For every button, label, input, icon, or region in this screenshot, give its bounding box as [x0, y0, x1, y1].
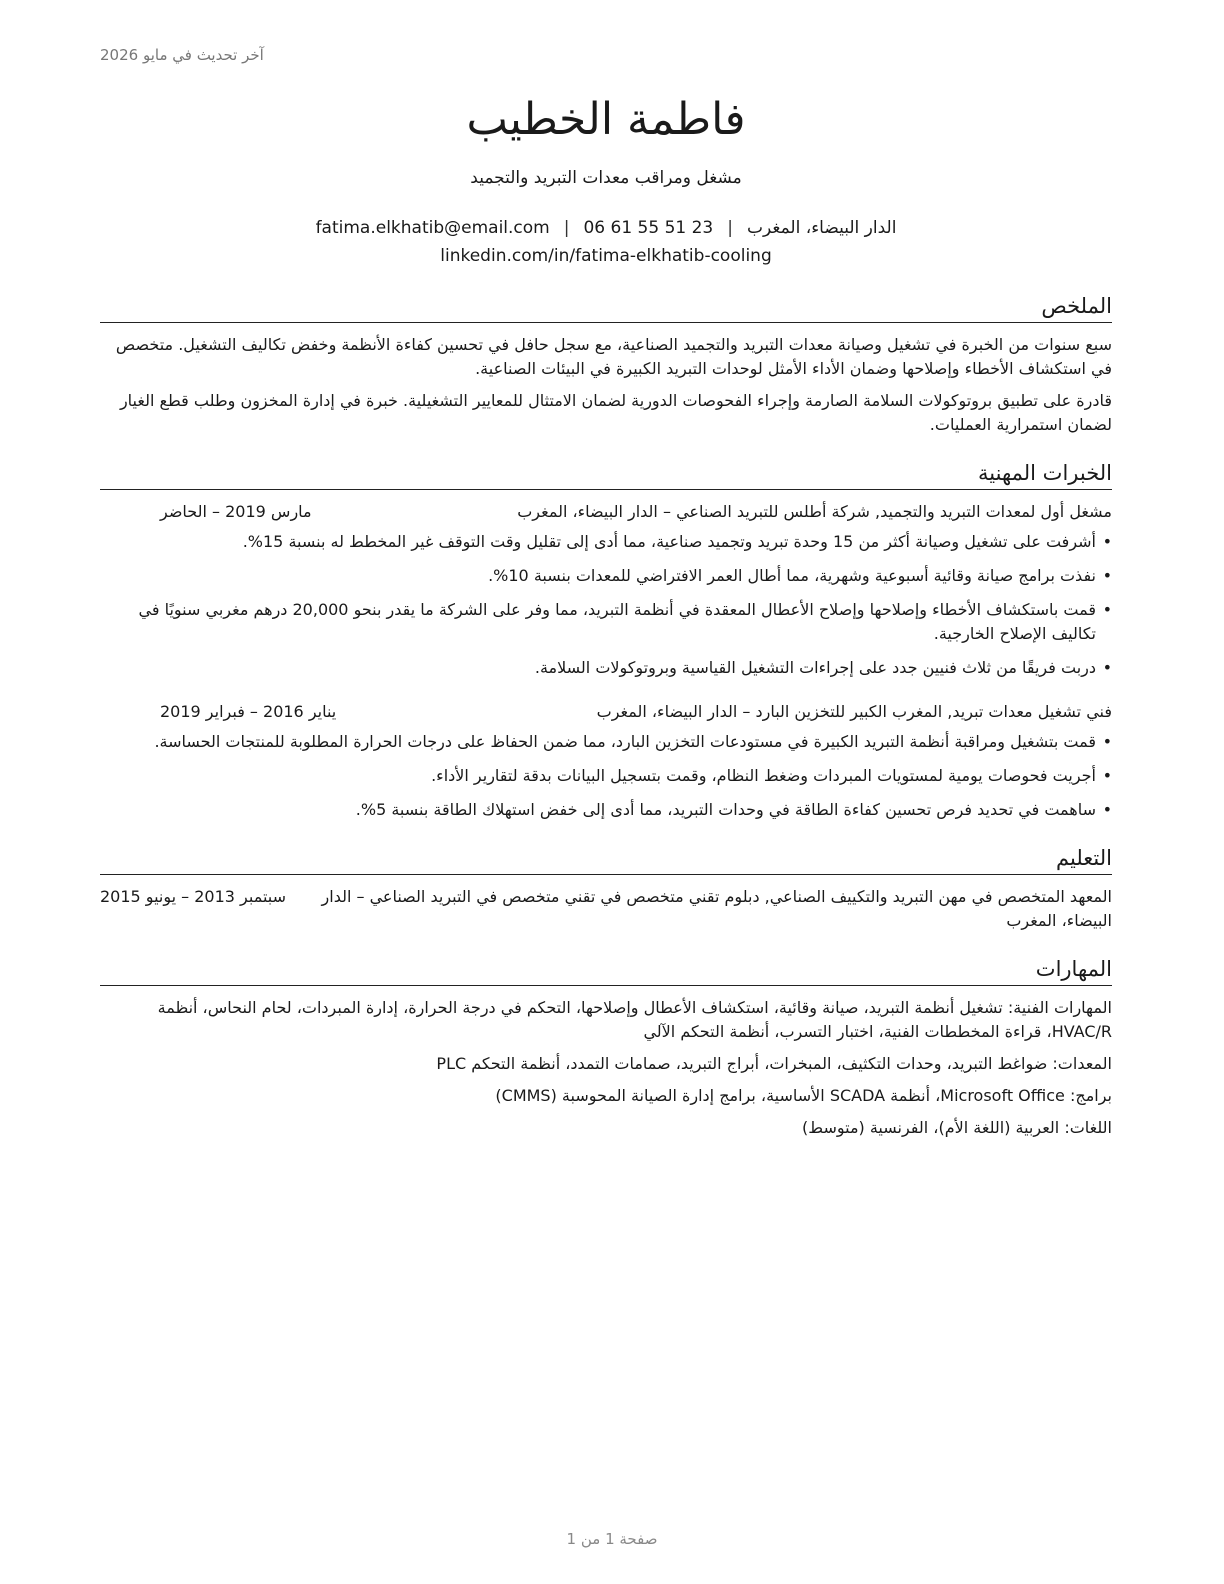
- job-location: – الدار البيضاء، المغرب: [596, 702, 751, 721]
- summary-paragraph: سبع سنوات من الخبرة في تشغيل وصيانة معدات التبريد والتجميد الصناعية، مع سجل حافل في تحسين كفاءة الأنظمة وخفض تكاليف التشغيل. متخصص في استكشاف الأخطاء وإصلاحها وضمان الأداء الأمثل لوحدات التبريد الكبيرة في البيئات الصناعية.: [115, 335, 1112, 378]
- skill-line: المعدات: ضواغط التبريد، وحدات التكثيف، المبخرات، أبراج التبريد، صمامات التمدد، أنظمة التحكم PLC: [436, 1054, 1112, 1073]
- list-item: • قمت باستكشاف الأخطاء وإصلاحها وإصلاح الأعطال المعقدة في أنظمة التبريد، مما وفر على الشركة ما يقدر بنحو 20,000 درهم مغربي سنويًا في تكاليف الإصلاح الخارجية.: [100, 598, 1112, 646]
- job-title-company: [597, 700, 1112, 724]
- list-item: • نفذت برامج صيانة وقائية أسبوعية وشهرية، مما أطال العمر الافتراضي للمعدات بنسبة 10%.: [100, 564, 1112, 588]
- job-role-company: فني تشغيل معدات تبريد, المغرب الكبير للتخزين البارد: [755, 702, 1112, 721]
- section-title-experience: الخبرات المهنية: [100, 459, 1112, 490]
- job-dates: مارس 2019 – الحاضر: [160, 502, 312, 521]
- job-achievements: [100, 530, 1112, 680]
- list-item: • أجريت فحوصات يومية لمستويات المبردات وضغط النظام، وقمت بتسجيل البيانات بدقة لتقارير الأداء.: [100, 764, 1112, 788]
- job-header: [100, 500, 1112, 524]
- contact-phone: 06 61 55 51 23: [583, 218, 714, 238]
- job-location: – الدار البيضاء، المغرب: [517, 502, 671, 521]
- job-title-company: [517, 500, 1112, 524]
- job-entry: [100, 500, 1112, 680]
- contact-email[interactable]: fatima.elkhatib@email.com: [315, 218, 550, 238]
- section-title-skills: المهارات: [100, 955, 1112, 986]
- summary-paragraph: قادرة على تطبيق بروتوكولات السلامة الصارمة وإجراء الفحوصات الدورية لضمان الامتثال للمعايير التشغيلية. خبرة في إدارة المخزون وطلب قطع الغيار لضمان استمرارية العمليات.: [119, 391, 1112, 434]
- person-name: فاطمة الخطيب: [466, 94, 746, 145]
- job-role-company: مشغل أول لمعدات التبريد والتجميد, شركة أطلس للتبريد الصناعي: [676, 502, 1112, 521]
- list-item: • قمت بتشغيل ومراقبة أنظمة التبريد الكبيرة في مستودعات التخزين البارد، مما ضمن الحفاظ على درجات الحرارة المطلوبة للمنتجات الحساسة.: [100, 730, 1112, 754]
- contact-separator: |: [563, 218, 570, 238]
- contact-info: [100, 214, 1112, 270]
- education-institution: المعهد المتخصص في مهن التبريد والتكييف الصناعي, دبلوم تقني متخصص في تقني متخصص في التبريد الصناعي – الدار البيضاء، المغرب: [321, 887, 1112, 930]
- job-dates: يناير 2016 – فبراير 2019: [160, 702, 337, 721]
- job-header: [100, 700, 1112, 724]
- job-achievements: [100, 730, 1112, 822]
- skill-line: المهارات الفنية: تشغيل أنظمة التبريد، صيانة وقائية، استكشاف الأعطال وإصلاحها، التحكم في درجة الحرارة، إدارة المبردات، لحام النحاس، أنظمة HVAC/R، قراءة المخططات الفنية، اختبار التسرب، أنظمة التحكم الآلي: [157, 998, 1112, 1041]
- section-title-education: التعليم: [100, 844, 1112, 875]
- contact-linkedin[interactable]: linkedin.com/in/fatima-elkhatib-cooling: [440, 246, 772, 266]
- last-updated: آخر تحديث في مايو 2026: [100, 46, 264, 64]
- education-dates: سبتمبر 2013 – يونيو 2015: [100, 887, 287, 906]
- page-number: صفحة 1 من 1: [566, 1530, 658, 1548]
- skill-line: اللغات: العربية (اللغة الأم)، الفرنسية (متوسط): [802, 1118, 1112, 1137]
- job-entry: [100, 700, 1112, 822]
- section-title-summary: الملخص: [100, 292, 1112, 323]
- resume-body: [100, 92, 1112, 1148]
- contact-location: الدار البيضاء، المغرب: [746, 218, 897, 238]
- list-item: • أشرفت على تشغيل وصيانة أكثر من 15 وحدة تبريد وتجميد صناعية، مما أدى إلى تقليل وقت التوقف غير المخطط له بنسبة 15%.: [100, 530, 1112, 554]
- list-item: • دربت فريقًا من ثلاث فنيين جدد على إجراءات التشغيل القياسية وبروتوكولات السلامة.: [100, 656, 1112, 680]
- skill-line: برامج: Microsoft Office، أنظمة SCADA الأساسية، برامج إدارة الصيانة المحوسبة (CMMS): [495, 1086, 1112, 1105]
- contact-separator: |: [727, 218, 733, 238]
- list-item: • ساهمت في تحديد فرص تحسين كفاءة الطاقة في وحدات التبريد، مما أدى إلى خفض استهلاك الطاقة بنسبة 5%.: [100, 798, 1112, 822]
- education-entry: [100, 885, 1112, 933]
- job-headline: مشغل ومراقب معدات التبريد والتجميد: [470, 168, 742, 188]
